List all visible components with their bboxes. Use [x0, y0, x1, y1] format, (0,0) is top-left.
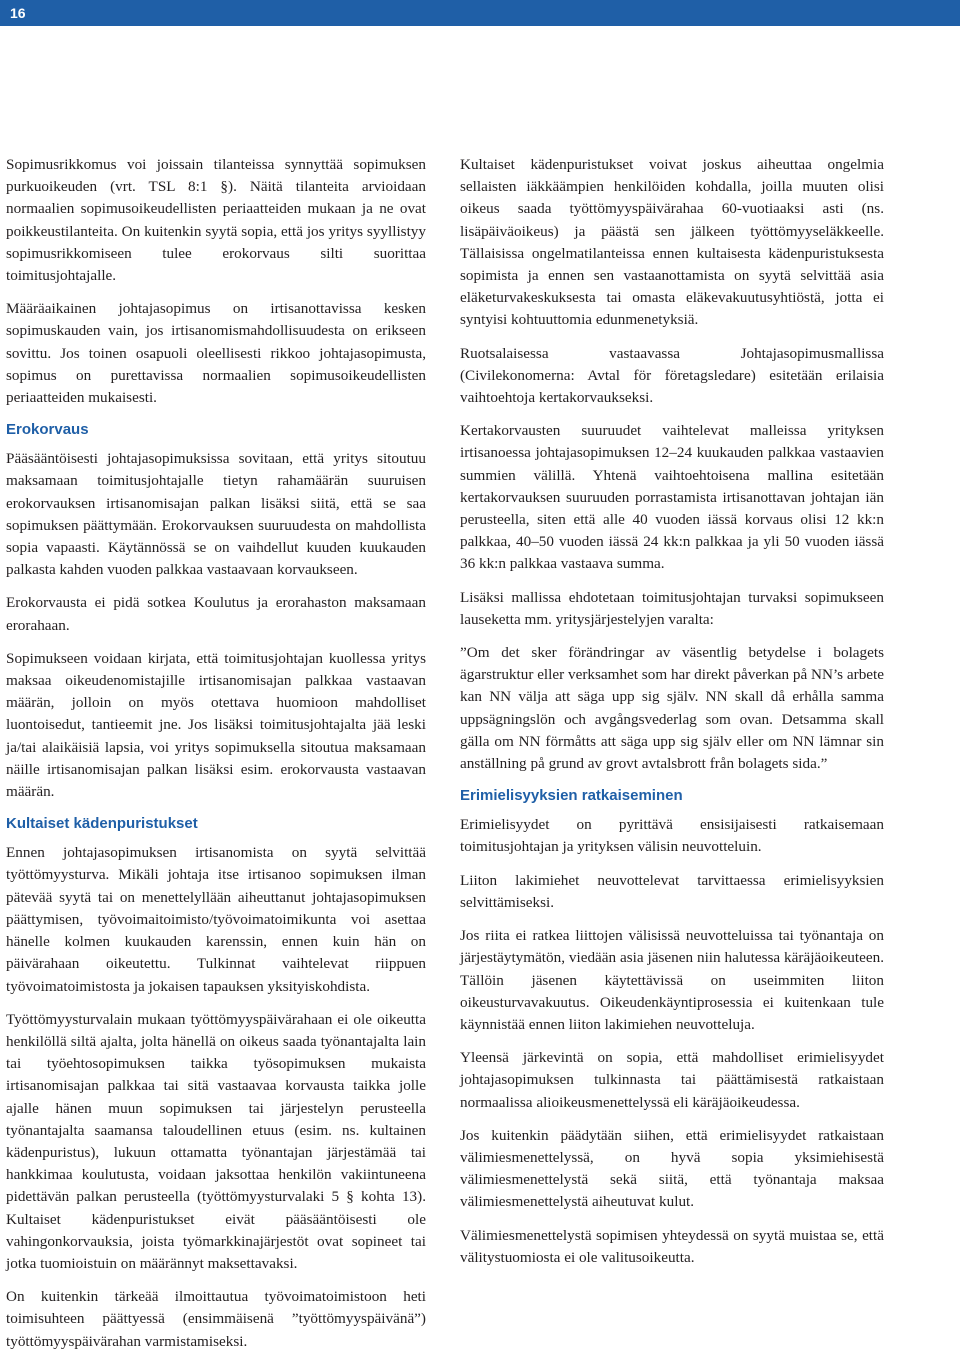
- paragraph: Erokorvausta ei pidä sotkea Koulutus ja erorahaston maksamaan erorahaan.: [6, 594, 426, 634]
- paragraph: Jos kuitenkin päädytään siihen, että erimielisyydet ratkaistaan välimiesmenettelyssä, on hyvä sopia yksimiehisestä välimiesmenettelystä sekä siitä, että työnantaja maksaa välimiesmenettelystä aiheutuvat kulut.: [460, 1126, 884, 1211]
- paragraph: Välimiesmenettelystä sopimisen yhteydessä on syytä muistaa se, että välitystuomiosta ei ole valitusoikeutta.: [460, 1226, 884, 1266]
- paragraph: Kertakorvausten suuruudet vaihtelevat malleissa yrityksen irtisanoessa johtajasopimuksen 12–24 kuukauden palkkaa vastaavien summien välillä. Yhtenä vaihtoehtoisena mallina esitetään kertakorvauksen suuruuden porrastamista irtisanottavan johtajan iän perusteella, siten että alle 40 vuoden iässä korvaus olisi 12 kk:n palkkaa, 40–50 vuoden iässä 24 kk:n palkkaa ja yli 50 vuoden iässä 36 kk:n palkkaa vastaava summa.: [460, 422, 884, 573]
- section-heading-erokorvaus: Erokorvaus: [6, 421, 89, 439]
- header-bar: [0, 0, 960, 26]
- paragraph: Työttömyysturvalain mukaan työttömyyspäivärahaan ei ole oikeutta henkilöllä siltä ajalta, jolta hänellä on oikeus saada työnantajalta lain tai työehtosopimuksen taikka työsopimuksen mukaista irtisanomisajan palkkaa tai sitä vastaavaa korvausta taikka jolle ajalle hänen muun sopimuksen tai järjestelyn perusteella työnantajalta saamansa taloudellinen etuus (esim. ns. kultainen kädenpuristus), lukuun ottamatta työnantajan järjestämää tai hankkimaa koulutusta, voidaan jaksottaa henkilön vakiintuneena pidettävän palkan perusteella (työttömyysturvalaki 5 § kohta 13). Kultaiset kädenpuristukset eivät pääsääntöisesti ole vahingonkorvauksia, joista työmarkkinajärjestöt ovat sopineet tai jotka tuomioistuin on määrännyt maksettavaksi.: [6, 1010, 426, 1272]
- paragraph: Jos riita ei ratkea liittojen välisissä neuvotteluissa tai työnantaja on järjestäytymätön, viedään asia jäsenen niin halutessa käräjäoikeuteen. Tällöin jäsenen käytettävissä on useimmiten liiton oikeusturvavakuutus. Oikeudenkäyntiprosessia ei kuitenkaan tule käynnistää ennen liiton lakimiehen neuvotteluja.: [460, 927, 884, 1033]
- paragraph: Ruotsalaisessa vastaavassa Johtajasopimusmallissa (Civilekonomerna: Avtal för företagsledare) esitetään erilaisia vaihtoehtoja kertakorvaukseksi.: [460, 344, 884, 407]
- paragraph: Lisäksi mallissa ehdotetaan toimitusjohtajan turvaksi sopimukseen lauseketta mm. yritysjärjestelyjen varalta:: [460, 588, 884, 628]
- section-heading-erimielisyyksien-ratkaiseminen: Erimielisyyksien ratkaiseminen: [460, 787, 683, 805]
- paragraph: Liiton lakimiehet neuvottelevat tarvittaessa erimielisyyksien selvittämiseksi.: [460, 871, 884, 911]
- paragraph: Sopimusrikkomus voi joissain tilanteissa synnyttää sopimuksen purkuoikeuden (vrt. TSL 8:1 §). Näitä tilanteita arvioidaan normaalien sopimusoikeudellisten periaatteiden mukaan ja ne ovat poikkeustilanteita. On kuitenkin syytä sopia, että jos yritys syyllistyy sopimusrikkomiseen tulee erokorvaus silti suorittaa toimitusjohtajalle.: [6, 156, 426, 285]
- paragraph: Kultaiset kädenpuristukset voivat joskus aiheuttaa ongelmia sellaisten iäkkäämpien henkilöiden kohdalla, joilla muuten olisi oikeus saada työttömyyspäivärahaa 60-vuotiaaksi asti (ns. lisäpäiväoikeus) ja päästä sen jälkeen työttömyyseläkkeelle. Tällaisissa ongelmatilanteissa ennen kultaisesta kädenpuristuksesta sopimista ja ennen sen vastaanottamista on syytä selvittää asia eläketurvakeskuksesta tai omasta eläkevakuutusyhtiöstä, jotta ei syntyisi kohtuuttomia edunmenetyksiä.: [460, 156, 884, 329]
- quote-paragraph: ”Om det sker förändringar av väsentlig betydelse i bolagets ägarstruktur eller verksamhet som har direkt påverkan på NN’s arbete kan NN välja att säga upp sig själv. NN skall då erhålla samma uppsägningslön och avgångsvederlag som ovan. Detsamma skall gälla om NN förmåtts att säga upp sig själv eller om NN lämnar sin anställning på grund av grovt avtalsbrott från bolagets sida.”: [460, 644, 884, 773]
- left-column: [6, 154, 426, 1364]
- paragraph: Erimielisyydet on pyrittävä ensisijaisesti ratkaisemaan toimitusjohtajan ja yrityksen välisin neuvotteluin.: [460, 816, 884, 856]
- paragraph: On kuitenkin tärkeää ilmoittautua työvoimatoimistoon heti toimisuhteen päättyessä (ensimmäisenä ”työttömyyspäivänä”) työttömyyspäivärahan varmistamiseksi.: [6, 1288, 426, 1350]
- page-number: 16: [10, 5, 26, 21]
- paragraph: Yleensä järkevintä on sopia, että mahdolliset erimielisyydet johtajasopimuksen tulkinnasta tai päättämisestä ratkaistaan normaalissa alioikeusmenettelyssä eli käräjäoikeudessa.: [460, 1049, 884, 1111]
- right-column: [460, 154, 884, 1280]
- paragraph: Pääsääntöisesti johtajasopimuksissa sovitaan, että yritys sitoutuu maksamaan toimitusjohtajalle tietyn rahamäärän suuruisen erokorvauksen irtisanomisajan palkan lisäksi siitä, että se saa sopimuksen päättymään. Erokorvauksen suuruudesta on mahdollista sopia vapaasti. Käytännössä se on vaihdellut kuuden kuukauden palkasta kahden vuoden palkkaa vastaavaan korvaukseen.: [6, 450, 426, 579]
- section-heading-kultaiset-kadenpuristukset: Kultaiset kädenpuristukset: [6, 815, 198, 833]
- paragraph: Ennen johtajasopimuksen irtisanomista on syytä selvittää työttömyysturva. Mikäli johtaja itse irtisanoo sopimuksen ilman pätevää syytä tai on menettelyllään aiheuttanut johtajasopimuksen päättymisen, työvoimaitoimisto/työvoimatoimikunta voi asettaa hänelle kolmen kuukauden karenssin, ennen kuin hän on päivärahaan oikeutettu. Tulkinnat vaihtelevat riippuen työvoimatoimistosta ja jokaisen tapauksen yksityiskohdista.: [6, 844, 426, 995]
- paragraph: Sopimukseen voidaan kirjata, että toimitusjohtajan kuollessa yritys maksaa oikeudenomistajille irtisanomisajan palkkaa vastaavan määrän, jolloin on myös otettava huomioon mahdolliset luontoisedut, tantieemit jne. Jos lisäksi toimitusjohtajalta jää leski ja/tai alaikäisiä lapsia, voi yritys sopimuksella sitoutua maksamaan näille irtisanomisajan palkan lisäksi esim. erokorvausta vastaavan määrän.: [6, 649, 426, 801]
- paragraph: Määräaikainen johtajasopimus on irtisanottavissa kesken sopimuskauden vain, jos irtisanomismahdollisuudesta on erikseen sovittu. Jos toinen osapuoli oleellisesti rikkoo johtajasopimusta, sopimus on purettavissa normaalien sopimusoikeudellisten periaatteiden mukaisesti.: [6, 300, 426, 407]
